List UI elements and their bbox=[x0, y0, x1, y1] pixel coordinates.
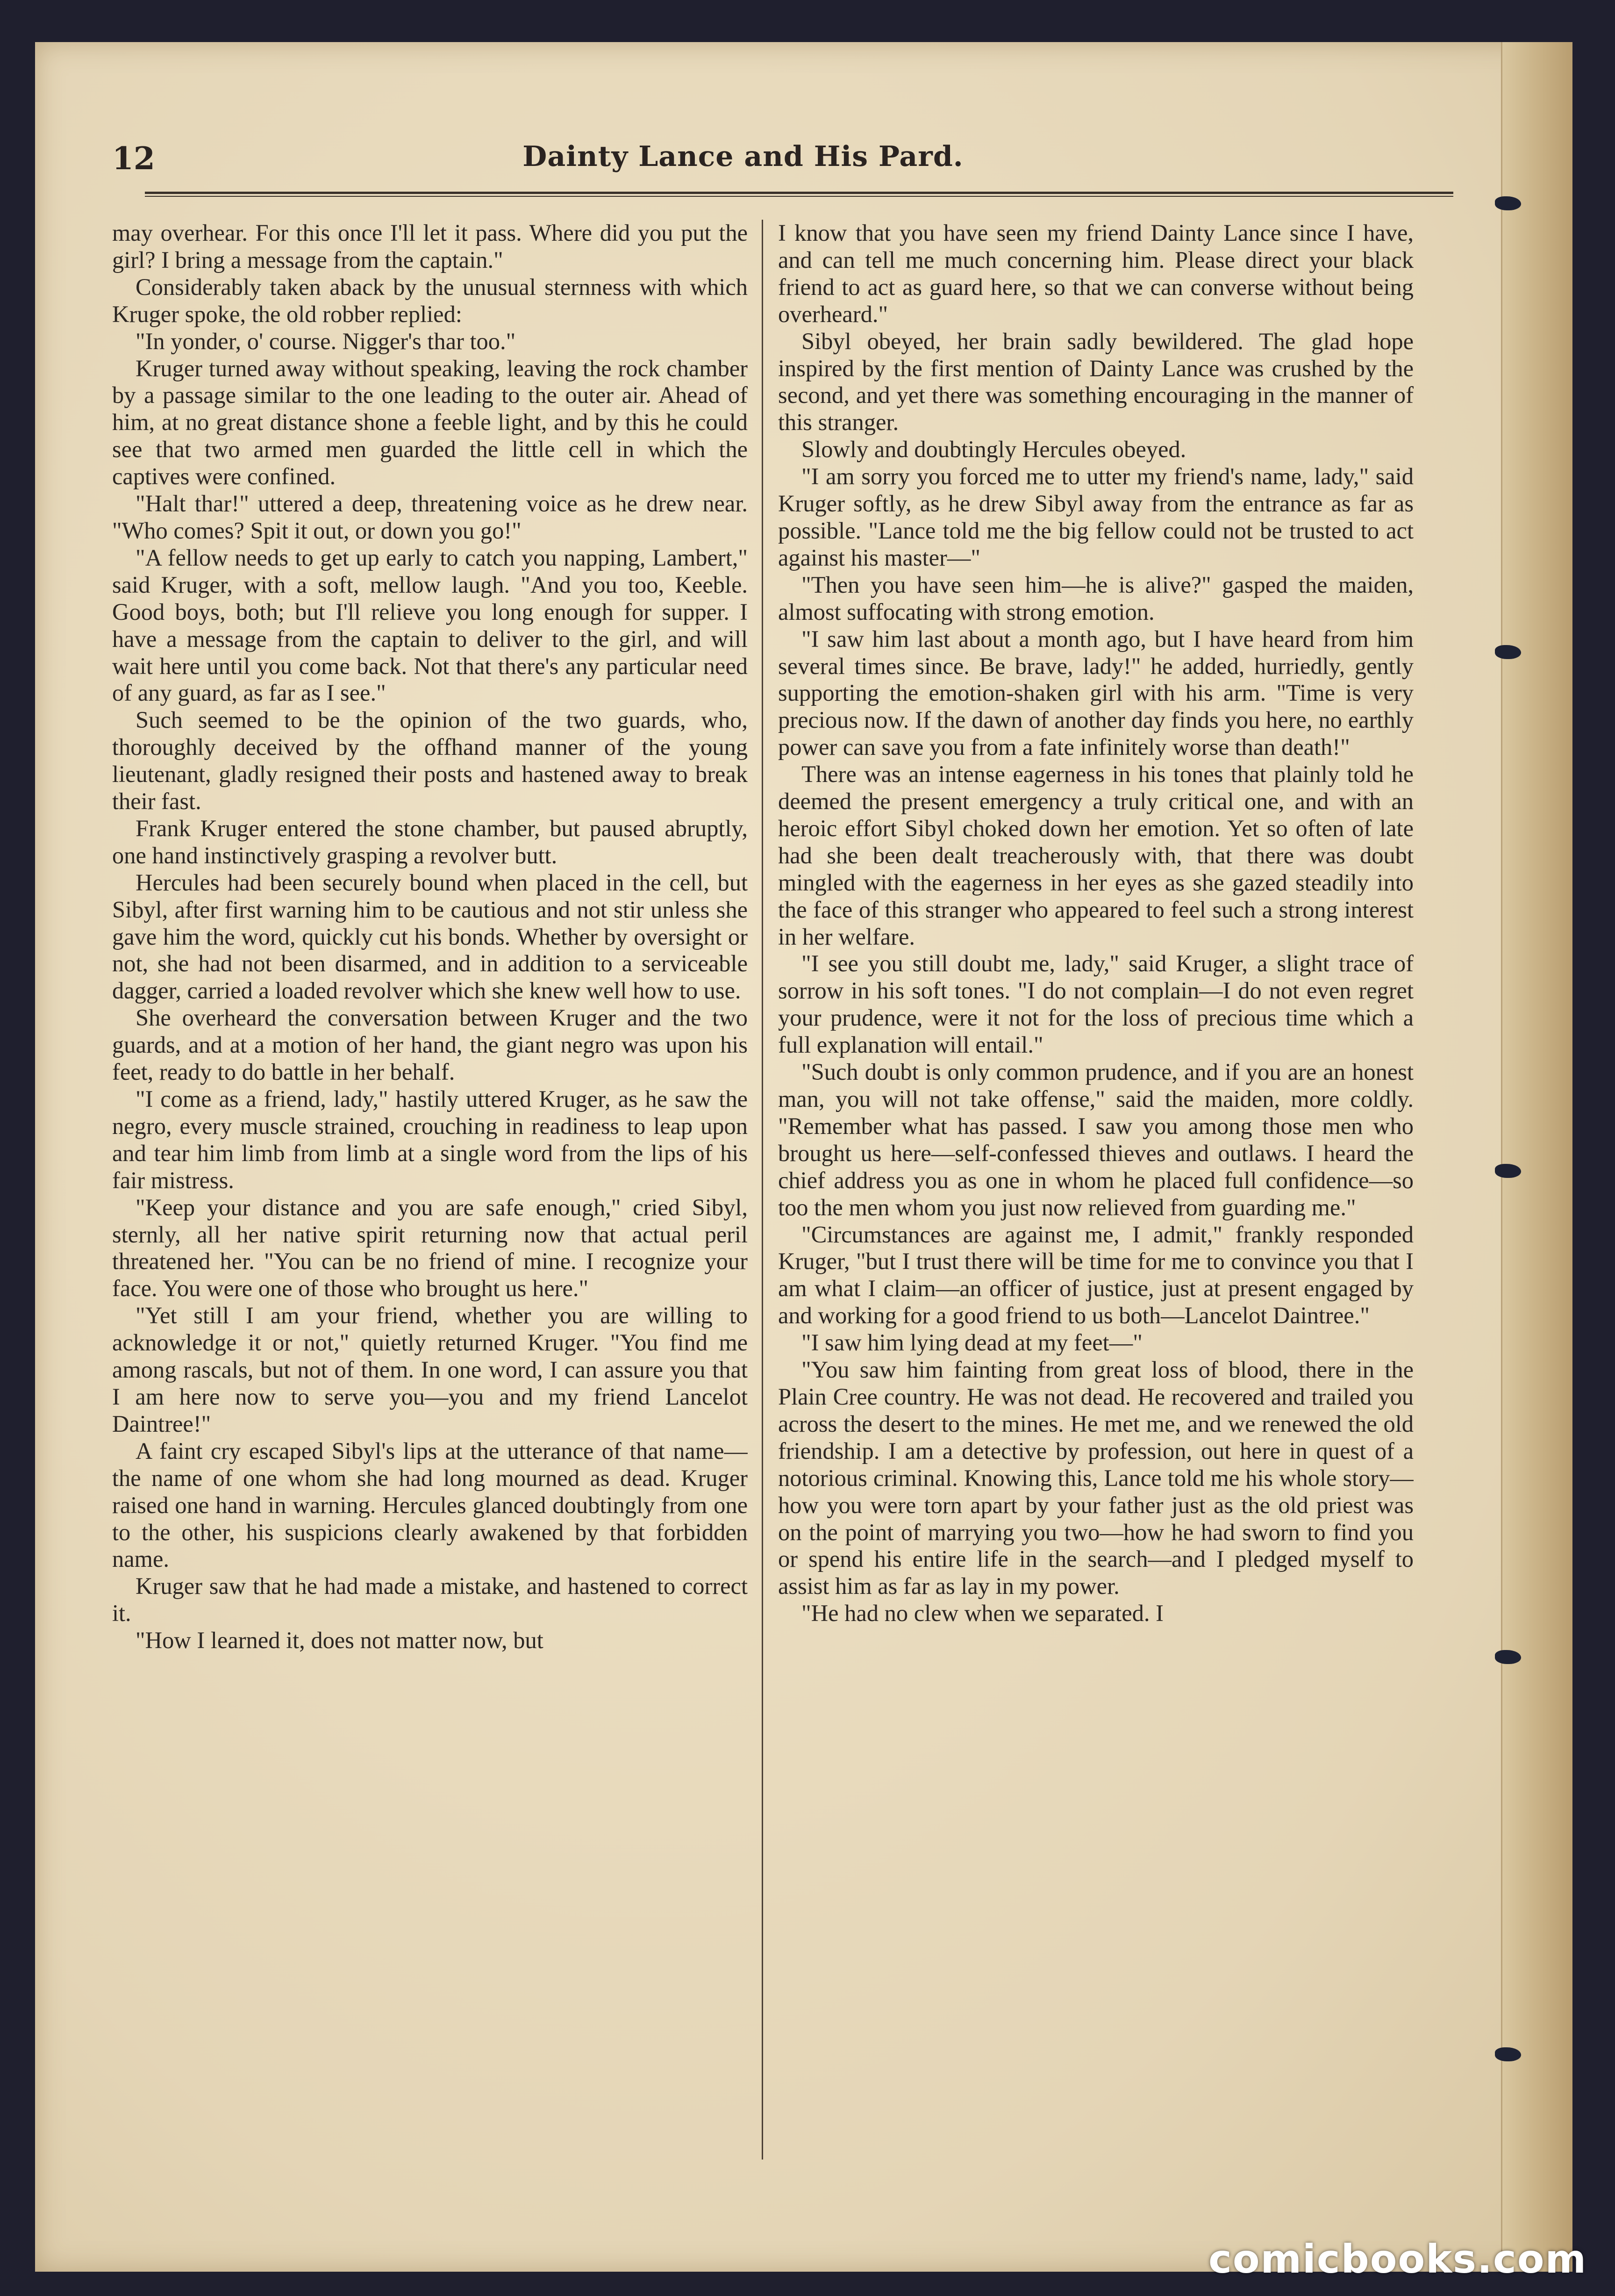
paragraph: "Halt thar!" uttered a deep, threatening voice as he drew near. "Who comes? Spit it out, or down you go!" bbox=[112, 490, 748, 544]
paragraph: "I come as a friend, lady," hastily uttered Kruger, as he saw the negro, every muscle strained, crouching in readiness to leap upon and tear him limb from limb at a single word from the lips of his fair mistress. bbox=[112, 1086, 748, 1193]
paragraph: "Keep your distance and you are safe enough," cried Sibyl, sternly, all her native spirit returning now that actual peril threatened her. "You can be no friend of mine. I recognize your face. You were one of those who brought us here." bbox=[112, 1194, 748, 1302]
paragraph: "Circumstances are against me, I admit," frankly responded Kruger, "but I trust there will be time for me to convince you that I am what I claim—an officer of justice, just at present engaged by and working for a good friend to us both—Lancelot Daintree." bbox=[778, 1221, 1414, 1329]
right-text-column bbox=[778, 220, 1414, 2160]
paragraph: Considerably taken aback by the unusual sternness with which Kruger spoke, the old robber replied: bbox=[112, 273, 748, 327]
left-text-column bbox=[112, 220, 748, 2160]
page-binding-edge bbox=[1501, 42, 1572, 2272]
staple-mark bbox=[1495, 2047, 1521, 2061]
running-title: Dainty Lance and His Pard. bbox=[522, 140, 964, 173]
paragraph: "In yonder, o' course. Nigger's thar too." bbox=[136, 328, 516, 354]
paragraph: Kruger turned away without speaking, leaving the rock chamber by a passage similar to the one leading to the outer air. Ahead of him, at no great distance shone a feeble light, and by this he could see that two armed men guarded the little cell in which the captives were confined. bbox=[112, 355, 748, 490]
paragraph: "A fellow needs to get up early to catch you napping, Lambert," said Kruger, with a soft, mellow laugh. "And you too, Keeble. Good boys, both; but I'll relieve you long enough for supper. I have a message from the captain to deliver to the girl, and will wait here until you come back. Not that there's any particular need of any guard, as far as I see." bbox=[112, 544, 748, 706]
paragraph: A faint cry escaped Sibyl's lips at the utterance of that name—the name of one whom she had long mourned as dead. Kruger raised one hand in warning. Hercules glanced doubtingly from one to the other, his suspicions clearly awakened by that forbidden name. bbox=[112, 1437, 748, 1572]
paragraph: may overhear. For this once I'll let it pass. Where did you put the girl? I bring a message from the captain." bbox=[112, 220, 748, 273]
paragraph: "I saw him lying dead at my feet—" bbox=[801, 1329, 1143, 1356]
paragraph: "I saw him last about a month ago, but I have heard from him several times since. Be brave, lady!" he added, hurriedly, gently supporting the emotion-shaken girl with his arm. "Time is very precious now. If the dawn of another day finds you here, no earthly power can save you from a fate infinitely worse than death!" bbox=[778, 625, 1414, 761]
paragraph: "Then you have seen him—he is alive?" gasped the maiden, almost suffocating with strong emotion. bbox=[778, 571, 1414, 625]
column-divider bbox=[762, 220, 763, 2160]
paragraph: Slowly and doubtingly Hercules obeyed. bbox=[801, 436, 1186, 463]
page-header bbox=[112, 140, 1374, 182]
paragraph: She overheard the conversation between Kruger and the two guards, and at a motion of her hand, the giant negro was upon his feet, ready to do battle in her behalf. bbox=[112, 1004, 748, 1085]
paragraph: Sibyl obeyed, her brain sadly bewildered. The glad hope inspired by the first mention of Dainty Lance was crushed by the second, and yet there was something encouraging in the manner of this stranger. bbox=[778, 328, 1414, 436]
header-rule bbox=[145, 192, 1453, 197]
paragraph: Frank Kruger entered the stone chamber, but paused abruptly, one hand instinctively grasping a revolver butt. bbox=[112, 815, 748, 868]
paragraph: Kruger saw that he had made a mistake, and hastened to correct it. bbox=[112, 1573, 748, 1627]
staple-mark bbox=[1495, 1164, 1521, 1178]
paragraph: There was an intense eagerness in his tones that plainly told he deemed the present emergency a truly critical one, and with an heroic effort Sibyl choked down her emotion. Yet so often of late had she been dealt treacherously with, that there was doubt mingled with the eagerness in her eyes as she gazed steadily into the face of this stranger who appeared to feel such a strong interest in her welfare. bbox=[778, 761, 1414, 950]
paragraph: "Yet still I am your friend, whether you are willing to acknowledge it or not," quietly returned Kruger. "You find me among rascals, but not of them. In one word, I can assure you that I am here now to serve you—you and my friend Lancelot Daintree!" bbox=[112, 1302, 748, 1437]
paragraph: Such seemed to be the opinion of the two guards, who, thoroughly deceived by the offhand manner of the young lieutenant, gladly resigned their posts and hastened away to break their fast. bbox=[112, 707, 748, 815]
paragraph: "I am sorry you forced me to utter my friend's name, lady," said Kruger softly, as he drew Sibyl away from the entrance as far as possible. "Lance told me the big fellow could not be trusted to act against his master—" bbox=[778, 463, 1414, 571]
staple-mark bbox=[1495, 1650, 1521, 1664]
paragraph: "Such doubt is only common prudence, and if you are an honest man, you will not take offense," said the maiden, more coldly. "Remember what has passed. I saw you among those men who brought us here—self-confessed thieves and outlaws. I heard the chief address you as one in whom he placed full confidence—so too the men whom you just now relieved from guarding me." bbox=[778, 1059, 1414, 1220]
paragraph: "I see you still doubt me, lady," said Kruger, a slight trace of sorrow in his soft tones. "I do not complain—I do not even regret your prudence, were it not for the loss of precious time which a full explanation will entail." bbox=[778, 950, 1414, 1058]
paragraph: I know that you have seen my friend Dainty Lance since I have, and can tell me much concerning him. Please direct your black friend to act as guard here, so that we can converse without being overheard." bbox=[778, 220, 1414, 327]
paragraph: "You saw him fainting from great loss of blood, there in the Plain Cree country. He was not dead. He recovered and trailed you across the desert to the mines. He met me, and we renewed the old friendship. I am a detective by profession, out here in quest of a notorious criminal. Knowing this, Lance told me his whole story—how you were torn apart by your father just as the old priest was on the point of marrying you two—how he had sworn to find you or spend his entire life in the search—and I pledged myself to assist him as far as lay in my power. bbox=[778, 1356, 1414, 1600]
staple-mark bbox=[1495, 645, 1521, 659]
paragraph: "He had no clew when we separated. I bbox=[801, 1600, 1164, 1627]
paragraph: "How I learned it, does not matter now, but bbox=[136, 1627, 543, 1654]
paragraph: Hercules had been securely bound when placed in the cell, but Sibyl, after first warning him to be cautious and not stir unless she gave him the word, quickly cut his bonds. Whether by oversight or not, she had not been disarmed, and in addition to a serviceable dagger, carried a loaded revolver which she knew well how to use. bbox=[112, 869, 748, 1004]
staple-mark bbox=[1495, 196, 1521, 210]
page-number: 12 bbox=[112, 140, 155, 177]
site-watermark: comicbooks.com bbox=[1208, 2236, 1587, 2282]
